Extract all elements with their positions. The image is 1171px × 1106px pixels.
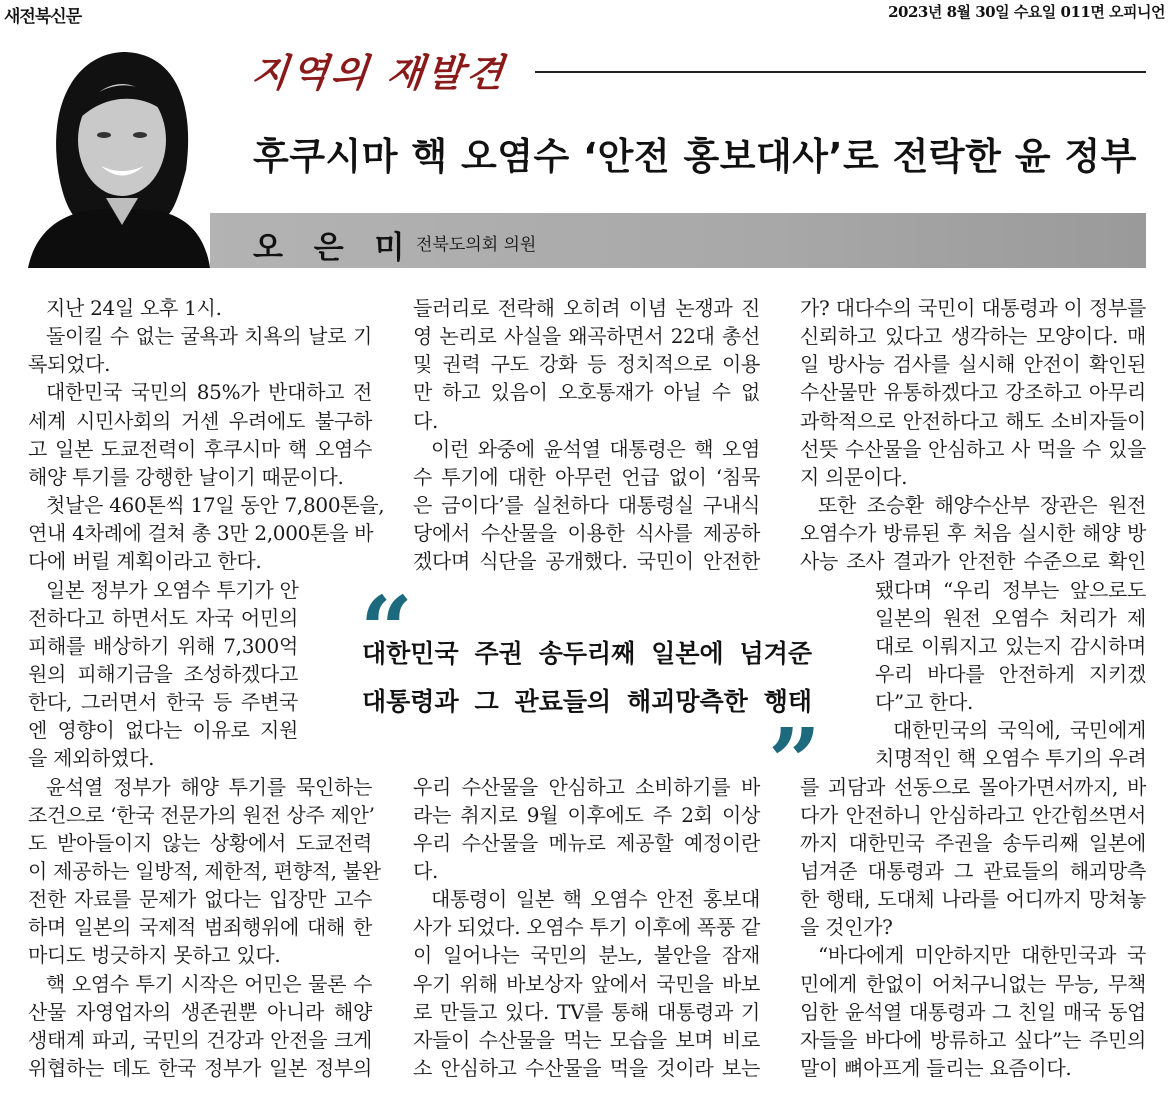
- body-text-line: 하며 일본의 국제적 범죄행위에 대해 한: [28, 915, 372, 940]
- body-text-line: 임한 윤석열 대통령과 그 친일 매국 동업: [800, 999, 1146, 1024]
- body-text-line: 다.: [413, 859, 439, 883]
- body-text-line: 를 괴담과 선동으로 몰아가면서까지, 바: [800, 774, 1146, 799]
- body-text-line: 한다, 그러면서 한국 등 주변국: [28, 690, 298, 715]
- body-text-line: 우기 위해 바보상자 앞에서 국민을 바보: [413, 971, 760, 996]
- body-text-line: 오염수가 방류된 후 처음 실시한 해양 방: [800, 521, 1146, 546]
- section-divider: [535, 71, 1146, 73]
- body-text-line: 자들이 수산물을 먹는 모습을 보며 비로: [413, 1027, 760, 1052]
- dateline: 2023년 8월 30일 수요일 011면 오피니언: [888, 3, 1165, 21]
- body-text-line: 자들을 바다에 방류하고 싶다”는 주민의: [800, 1027, 1146, 1052]
- body-text-line: 세계 시민사회의 거센 우려에도 불구하: [28, 408, 372, 433]
- body-text-line: 은 금이다’를 실천하다 대통령실 구내식: [413, 493, 760, 518]
- body-text-line: 생태계 파괴, 국민의 건강과 안전을 크게: [28, 1027, 372, 1052]
- body-text-line: 과학적으로 안전하다고 해도 소비자들이: [800, 408, 1146, 433]
- body-text-line: 일 방사능 검사를 실시해 안전이 확인된: [800, 352, 1146, 377]
- author-photo: [28, 40, 210, 268]
- body-text-line: 다가 안전하니 안심하라고 안간힘쓰면서: [800, 802, 1146, 827]
- body-text-line: 윤석열 정부가 해양 투기를 묵인하는: [46, 774, 372, 799]
- body-text-line: 지 의문이다.: [800, 464, 908, 489]
- body-text-line: “바다에게 미안하지만 대한민국과 국: [818, 943, 1146, 968]
- close-quote-icon: ”: [768, 708, 821, 816]
- body-text-line: 록되었다.: [28, 352, 111, 377]
- body-text-line: 엔 영향이 없다는 이유로 지원: [28, 718, 298, 743]
- body-text-line: 핵 오염수 투기 시작은 어민은 물론 수: [46, 971, 372, 996]
- body-text-line: 말이 뼈아프게 들리는 요즘이다.: [800, 1056, 1072, 1081]
- body-text-line: 들러리로 전락해 오히려 이념 논쟁과 진: [413, 296, 760, 320]
- body-text-line: 수산물만 유통하겠다고 강조하고 아무리: [800, 380, 1146, 405]
- body-text-line: 또한 조승환 해양수산부 장관은 원전: [818, 493, 1146, 518]
- open-quote-icon: “: [360, 576, 413, 684]
- author-name: 오 은 미: [253, 230, 415, 266]
- body-text-line: 해양 투기를 강행한 날이기 때문이다.: [28, 464, 344, 489]
- body-text-line: 을 제외하였다.: [28, 746, 155, 771]
- pull-quote-line: 대한민국 주권 송두리째 일본에 넘겨준: [362, 639, 812, 668]
- body-text-line: 까지 대한민국 주권을 송두리째 일본에: [800, 830, 1146, 855]
- body-text-line: 조건으로 ‘한국 전문가의 원전 상주 제안’: [28, 802, 375, 827]
- body-text-line: 겠다며 식단을 공개했다. 국민이 안전한: [413, 549, 760, 574]
- body-text-line: 연내 4차례에 걸쳐 총 3만 2,000톤을 바: [28, 521, 374, 546]
- body-text-line: 대로 이뤄지고 있는지 감시하며: [875, 633, 1146, 658]
- newspaper-logo: 새전북신문: [4, 7, 82, 27]
- body-text-line: 다.: [413, 408, 439, 433]
- body-text-line: 전하다고 하면서도 자국 어민의: [28, 605, 298, 630]
- body-text-line: 전한 자료를 문제가 없다는 입장만 고수: [28, 887, 372, 912]
- body-text-line: 산물 자영업자의 생존권뿐 아니라 해양: [28, 999, 372, 1024]
- body-text-line: 및 권력 구도 강화 등 정치적으로 이용: [413, 352, 760, 377]
- body-text-line: 우리 수산물을 메뉴로 제공할 예정이란: [413, 830, 760, 855]
- body-text-line: 라는 취지로 9월 이후에도 주 2회 이상: [413, 802, 760, 827]
- body-text-line: 이 일어나는 국민의 분노, 불안을 잠재: [413, 943, 760, 968]
- section-title: 지역의 재발견: [249, 50, 509, 95]
- body-text-line: 치명적인 핵 오염수 투기의 우려: [875, 746, 1147, 771]
- body-text-line: 다”고 한다.: [875, 690, 974, 715]
- body-text-line: 민에게 한없이 어처구니없는 무능, 무책: [800, 971, 1146, 996]
- pull-quote-line: 대통령과 그 관료들의 해괴망측한 행태: [362, 687, 812, 716]
- body-text-line: 사가 되었다. 오염수 투기 이후에 폭풍 같: [413, 915, 760, 940]
- body-text-line: 우리 수산물을 안심하고 소비하기를 바: [413, 774, 760, 799]
- body-text-line: 이런 와중에 윤석열 대통령은 핵 오염: [431, 436, 760, 461]
- body-text-line: 다에 버릴 계획이라고 한다.: [28, 549, 262, 574]
- body-text-line: 지난 24일 오후 1시.: [46, 296, 222, 320]
- body-text-line: 영 논리로 사실을 왜곡하면서 22대 총선: [413, 324, 760, 349]
- body-text-line: 소 안심하고 수산물을 먹을 것이라 보는: [413, 1056, 760, 1081]
- body-text-line: 넘겨준 대통령과 그 관료들의 해괴망측: [800, 859, 1146, 883]
- body-text-line: 수 투기에 대한 아무런 언급 없이 ‘침묵: [413, 464, 760, 489]
- body-text-line: 돌이킬 수 없는 굴욕과 치욕의 날로 기: [46, 324, 372, 349]
- body-text-line: 한 행태, 도대체 나라를 어디까지 망쳐놓: [800, 887, 1146, 912]
- body-text-line: 가? 대다수의 국민이 대통령과 이 정부를: [800, 296, 1146, 320]
- body-text-line: 대통령이 일본 핵 오염수 안전 홍보대: [431, 887, 760, 912]
- body-text-line: 됐다며 “우리 정부는 앞으로도: [875, 577, 1146, 602]
- body-text-line: 사능 조사 결과가 안전한 수준으로 확인: [800, 549, 1146, 574]
- body-text-line: 고 일본 도쿄전력이 후쿠시마 핵 오염수: [28, 436, 372, 461]
- body-text-line: 대한민국 국민의 85%가 반대하고 전: [46, 380, 372, 405]
- body-text-line: 당에서 수산물을 이용한 식사를 제공하: [413, 521, 760, 546]
- body-text-line: 이 제공하는 일방적, 제한적, 편향적, 불완: [28, 859, 381, 883]
- body-text-line: 대한민국의 국익에, 국민에게: [893, 718, 1146, 743]
- body-text-line: 을 것인가?: [800, 915, 893, 940]
- body-text-line: 원의 피해기금을 조성하겠다고: [28, 661, 298, 686]
- body-text-line: 첫날은 460톤씩 17일 동안 7,800톤을,: [46, 493, 385, 518]
- body-text-line: 우리 바다를 안전하게 지키겠: [875, 661, 1146, 686]
- body-text-line: 신뢰하고 있다고 생각하는 모양이다. 매: [800, 324, 1146, 349]
- body-text-line: 선뜻 수산물을 안심하고 사 먹을 수 있을: [800, 436, 1146, 461]
- body-text-line: 일본 정부가 오염수 투기가 안: [46, 577, 299, 602]
- body-text-line: 로 만들고 있다. TV를 통해 대통령과 기: [413, 999, 760, 1024]
- body-text-line: 도 받아들이지 않는 상황에서 도쿄전력: [28, 830, 372, 855]
- headline: 후쿠시마 핵 오염수 ‘안전 홍보대사’로 전락한 윤 정부: [253, 135, 1137, 178]
- body-text-line: 피해를 배상하기 위해 7,300억: [28, 633, 298, 658]
- body-text-line: 위협하는 데도 한국 정부가 일본 정부의: [28, 1056, 372, 1081]
- body-text-line: 일본의 원전 오염수 처리가 제: [875, 605, 1146, 630]
- body-text-line: 마디도 벙긋하지 못하고 있다.: [28, 943, 281, 968]
- author-title: 전북도의회 의원: [416, 235, 537, 255]
- body-text-line: 만 하고 있음이 오호통재가 아닐 수 없: [413, 380, 760, 405]
